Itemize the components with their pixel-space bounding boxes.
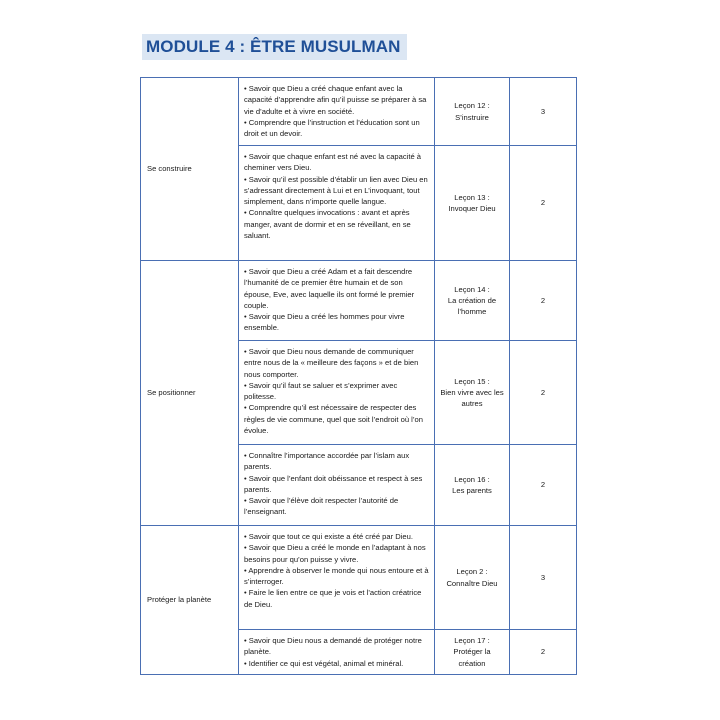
lesson-number: Leçon 15 : (454, 376, 490, 386)
objective-item: • Connaître quelques invocations : avant et après manger, avant de dormir et en se réveillant, en se saluant. (244, 208, 411, 241)
objective-item: • Savoir que chaque enfant est né avec la capacité à cheminer vers Dieu. (244, 152, 422, 173)
lesson-title: Bien vivre avec les autres (440, 387, 504, 409)
theme-cell: Protéger la planète (141, 526, 239, 675)
theme-cell: Se positionner (141, 261, 239, 526)
hours-cell: 2 (510, 146, 577, 261)
objective-item: • Savoir que l’élève doit respecter l’autorité de l’enseignant. (244, 496, 399, 517)
theme-cell: Se construire (141, 78, 239, 261)
lesson-cell (435, 526, 510, 630)
module-title-banner (142, 34, 407, 60)
lesson-number: Leçon 2 : (456, 567, 488, 577)
module-title: MODULE 4 : ÊTRE MUSULMAN (142, 34, 407, 60)
hours-cell: 2 (510, 445, 577, 526)
objective-item: • Savoir que l’enfant doit obéissance et respect à ses parents. (244, 473, 423, 494)
objectives-cell (239, 630, 435, 675)
lesson-title: S’instruire (455, 112, 489, 122)
objective-item: • Savoir que Dieu a créé les hommes pour vivre ensemble. (244, 312, 405, 333)
objectives-cell (239, 146, 435, 261)
hours-cell: 2 (510, 261, 577, 341)
lesson-title: Invoquer Dieu (448, 204, 496, 213)
hours-cell: 2 (510, 341, 577, 445)
hours-cell: 3 (510, 526, 577, 630)
objective-item: • Apprendre à observer le monde qui nous entoure et à s’interroger. (244, 565, 429, 587)
lesson-cell (435, 630, 510, 675)
lesson-cell (435, 341, 510, 445)
lesson-cell (435, 445, 510, 526)
curriculum-table (140, 77, 577, 675)
hours-cell: 3 (510, 78, 577, 146)
objective-item: • Savoir que Dieu a créé chaque enfant avec la capacité d’apprendre afin qu’il puisse se préparer à sa vie d’adulte et à vivre en société. (244, 84, 427, 116)
objective-item: • Savoir que Dieu a créé le monde en l’adaptant à nos besoins pour qu’on puisse y vivre. (244, 543, 426, 564)
lesson-title: Connaître Dieu (446, 578, 498, 588)
lesson-cell (435, 146, 510, 261)
table-row (141, 78, 577, 146)
objectives-cell (239, 78, 435, 146)
lesson-title: Protéger la création (453, 647, 491, 668)
lesson-title: La création de l’homme (447, 295, 497, 317)
objective-item: • Faire le lien entre ce que je vois et l’action créatrice de Dieu. (244, 588, 422, 609)
lesson-number: Leçon 13 : (454, 192, 490, 202)
objective-item: • Comprendre que l’instruction et l’éducation sont un droit et un devoir. (244, 117, 420, 139)
lesson-number: Leçon 14 : (454, 284, 490, 294)
objective-item: • Savoir qu’il est possible d’établir un lien avec Dieu en s’adressant directement à Lui et en L’invoquant, tout simplement, dans n’importe quelle langue. (244, 174, 428, 207)
lesson-number: Leçon 16 : (454, 474, 490, 484)
table-row (141, 526, 577, 630)
objective-item: • Savoir qu’il faut se saluer et s’exprimer avec politesse. (244, 380, 398, 402)
objective-item: • Comprendre qu’il est nécessaire de respecter des règles de vie commune, quel que soit l’endroit où l’on évolue. (244, 403, 423, 436)
lesson-number: Leçon 17 : (454, 636, 490, 646)
lesson-cell (435, 261, 510, 341)
objectives-cell (239, 261, 435, 341)
table-row (141, 261, 577, 341)
objectives-cell (239, 526, 435, 630)
objective-item: • Connaître l’importance accordée par l’islam aux parents. (244, 451, 410, 472)
objectives-cell (239, 341, 435, 445)
lesson-number: Leçon 12 : (454, 101, 490, 111)
objectives-cell (239, 445, 435, 526)
objective-item: • Identifier ce qui est végétal, animal et minéral. (244, 658, 404, 668)
hours-cell: 2 (510, 630, 577, 675)
lesson-title: Les parents (452, 486, 492, 495)
lesson-cell (435, 78, 510, 146)
objective-item: • Savoir que Dieu a créé Adam et a fait descendre l’humanité de ce premier être humain et de son épouse, Eve, avec laquelle ils ont formé le premier couple. (244, 267, 415, 310)
objective-item: • Savoir que Dieu nous a demandé de protéger notre planète. (244, 636, 422, 657)
objective-item: • Savoir que tout ce qui existe a été créé par Dieu. (244, 532, 413, 541)
objective-item: • Savoir que Dieu nous demande de communiquer entre nous de la « meilleure des façons » et de bien nous comporter. (244, 347, 419, 379)
